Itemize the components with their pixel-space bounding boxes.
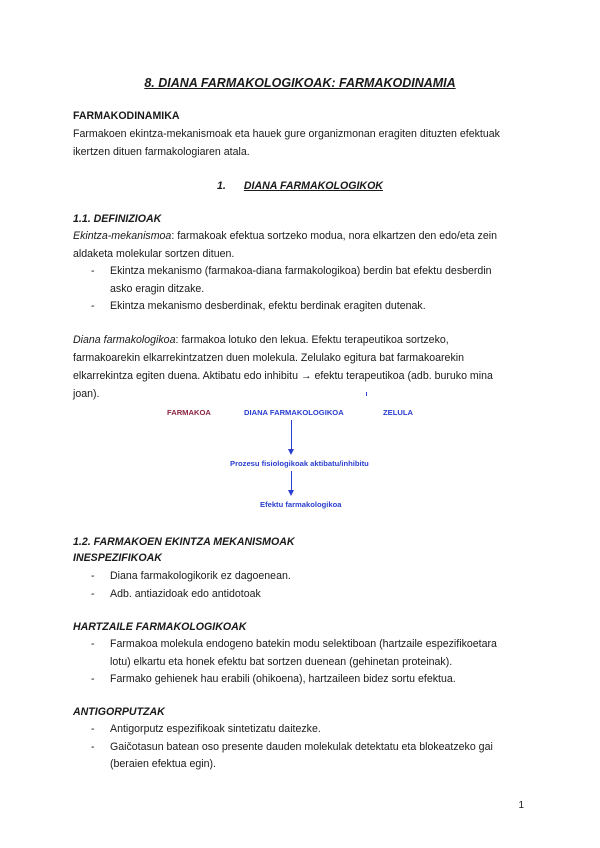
mekanismoak-heading: 1.2. FARMAKOEN EKINTZA MEKANISMOAK <box>73 536 295 548</box>
diagram-arrow-1-shaft <box>291 420 292 451</box>
list-item: Ekintza mekanismo desberdinak, efektu berdinak eragiten dutenak. <box>110 300 426 312</box>
list-item-continued: lotu) elkartu eta honek efektu bat sortzen duenean (gehinetan proteinak). <box>110 656 453 668</box>
diagram-zelula: ZELULA <box>383 408 413 417</box>
list-item: Ekintza mekanismo (farmakoa-diana farmakologikoa) berdin bat efektu desberdin <box>110 265 492 277</box>
bullet-dash: - <box>91 570 95 582</box>
farmakodinamika-heading: FARMAKODINAMIKA <box>73 110 180 122</box>
definition-line: elkarrekintza egiten duena. Aktibatu edo inhibitu → efektu terapeutikoa (adb. buruko mina <box>73 370 493 382</box>
bullet-dash: - <box>91 741 95 753</box>
list-item: Antigorputz espezifikoak sintetizatu daitezke. <box>110 723 321 735</box>
inespezifikoak-heading: INESPEZIFIKOAK <box>73 552 162 564</box>
term-ekintza-mekanismoa: Ekintza-mekanismoa <box>73 230 172 242</box>
definition-ekintza-mekanismoa <box>73 230 497 242</box>
diagram-tick <box>366 392 367 396</box>
diagram-prozesu-fisiologikoak: Prozesu fisiologikoak aktibatu/inhibitu <box>230 459 369 468</box>
diagram-diana-farmakologikoa: DIANA FARMAKOLOGIKOA <box>244 408 344 417</box>
section-1-heading <box>0 180 600 192</box>
list-item: Diana farmakologikorik ez dagoenean. <box>110 570 291 582</box>
antigorputzak-heading: ANTIGORPUTZAK <box>73 706 165 718</box>
definizioak-heading: 1.1. DEFINIZIOAK <box>73 213 162 225</box>
section-1-title: DIANA FARMAKOLOGIKOK <box>243 180 383 192</box>
farmakodinamika-line-2: ikertzen dituen farmakologiaren atala. <box>73 146 250 158</box>
definition-line: farmakoarekin elkarrekintzatzen duen molekula. Zelulako egitura bat farmakoarekin <box>73 352 464 364</box>
list-item: Farmakoa molekula endogeno batekin modu selektiboan (hartzaile espezifikoetara <box>110 638 497 650</box>
diagram-arrow-2-shaft <box>291 471 292 492</box>
list-item-continued: (beraien efektua egin). <box>110 758 217 770</box>
bullet-dash: - <box>91 723 95 735</box>
page-number: 1 <box>518 800 524 811</box>
bullet-dash: - <box>91 265 95 277</box>
diagram-arrow-2-head <box>288 490 294 496</box>
bullet-dash: - <box>91 638 95 650</box>
list-item: Farmako gehienek hau erabili (ohikoena), hartzaileen bidez sortu efektua. <box>110 673 456 685</box>
list-item: Gaičotasun batean oso presente dauden molekulak detektatu eta blokeatzeko gai <box>110 741 493 753</box>
bullet-dash: - <box>91 300 95 312</box>
definition-line: joan). <box>73 388 100 400</box>
definition-diana-farmakologikoa <box>73 334 449 346</box>
definition-text: : farmakoa lotuko den lekua. Efektu terapeutikoa sortzeko, <box>175 334 449 346</box>
list-item-continued: asko eragin ditzake. <box>110 283 205 295</box>
farmakodinamika-line-1: Farmakoen ekintza-mekanismoak eta hauek gure organizmonan eragiten dituzten efektuak <box>73 128 500 140</box>
definition-line: aldaketa molekular sortzen dituen. <box>73 248 235 260</box>
diagram-farmakoa: FARMAKOA <box>167 408 211 417</box>
definition-text: : farmakoak efektua sortzeko modua, nora elkartzen den edo/eta zein <box>171 230 497 242</box>
hartzaile-heading: HARTZAILE FARMAKOLOGIKOAK <box>73 621 247 633</box>
bullet-dash: - <box>91 588 95 600</box>
term-diana-farmakologikoa: Diana farmakologikoa <box>73 334 176 346</box>
diagram-arrow-1-head <box>288 449 294 455</box>
diagram-efektu-farmakologikoa: Efektu farmakologikoa <box>260 500 342 509</box>
bullet-dash: - <box>91 673 95 685</box>
list-item: Adb. antiazidoak edo antidotoak <box>110 588 261 600</box>
section-1-number: 1. <box>217 180 226 192</box>
page-title: 8. DIANA FARMAKOLOGIKOAK: FARMAKODINAMIA <box>144 76 456 90</box>
